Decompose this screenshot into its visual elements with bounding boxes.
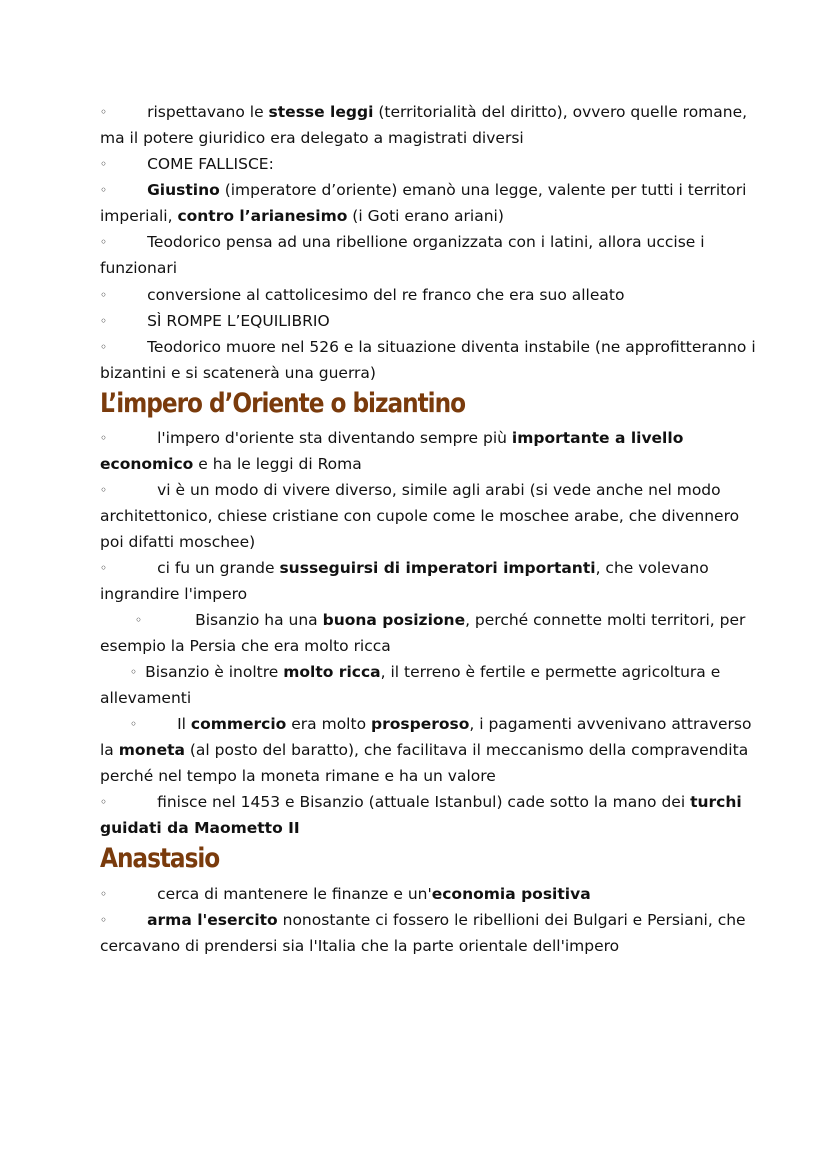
bold-text: moneta bbox=[118, 741, 185, 759]
bold-text: economia positiva bbox=[431, 885, 591, 903]
list-item bbox=[100, 282, 760, 308]
text-run: (territorialità del diritto), ovvero quelle romane, ma il potere giuridico era delegato a magistrati diversi bbox=[100, 103, 748, 147]
text-run: finisce nel 1453 e Bisanzio (attuale Istanbul) cade sotto la mano dei bbox=[157, 793, 691, 811]
list-item bbox=[100, 607, 760, 659]
list-item bbox=[100, 425, 760, 477]
text-run: , i pagamenti avvenivano attraverso la bbox=[100, 715, 752, 759]
bullet-icon: ◦ bbox=[100, 288, 108, 302]
bold-text: turchi guidati da Maometto II bbox=[100, 793, 742, 837]
bullet-icon: ◦ bbox=[100, 183, 108, 197]
list-item bbox=[100, 177, 760, 229]
text-run: (al posto del baratto), che facilitava il meccanismo della compravendita perché nel tempo la moneta rimane e ha un valore bbox=[100, 741, 749, 785]
bullet-icon: ◦ bbox=[100, 340, 108, 354]
text-run: vi è un modo di vivere diverso, simile agli arabi (si vede anche nel modo architettonico, chiese cristiane con cupole come le moschee arabe, che divennero poi difatti moschee) bbox=[100, 481, 740, 551]
bullet-icon: ◦ bbox=[130, 665, 138, 679]
bullet-icon: ◦ bbox=[100, 795, 108, 809]
text-run: ci fu un grande bbox=[157, 559, 280, 577]
text-run: Il bbox=[177, 715, 191, 733]
text-run: , perché connette molti territori, per esempio la Persia che era molto ricca bbox=[100, 611, 746, 655]
list-item bbox=[100, 334, 760, 386]
list-item bbox=[100, 881, 760, 907]
bullet-icon: ◦ bbox=[100, 561, 108, 575]
text-run: Teodorico pensa ad una ribellione organizzata con i latini, allora uccise i funzionari bbox=[100, 233, 705, 277]
heading-impero-oriente: L’impero d’Oriente o bizantino bbox=[100, 388, 466, 419]
heading-anastasio: Anastasio bbox=[100, 843, 220, 874]
list-item bbox=[100, 308, 760, 334]
bold-text: stesse leggi bbox=[268, 103, 374, 121]
list-item bbox=[100, 907, 760, 959]
text-run: Bisanzio ha una bbox=[195, 611, 323, 629]
list-item bbox=[100, 555, 760, 607]
bold-text: molto ricca bbox=[283, 663, 381, 681]
bold-text: buona posizione bbox=[322, 611, 466, 629]
text-run: conversione al cattolicesimo del re franco che era suo alleato bbox=[147, 286, 625, 304]
bullet-icon: ◦ bbox=[135, 613, 143, 627]
bold-text: contro l’arianesimo bbox=[177, 207, 348, 225]
bullet-icon: ◦ bbox=[100, 887, 108, 901]
bullet-icon: ◦ bbox=[100, 314, 108, 328]
bullet-icon: ◦ bbox=[100, 235, 108, 249]
text-run: , che volevano ingrandire l'impero bbox=[100, 559, 709, 603]
text-run: , il terreno è fertile e permette agricoltura e allevamenti bbox=[100, 663, 721, 707]
text-run: e ha le leggi di Roma bbox=[193, 455, 362, 473]
text-run: Teodorico muore nel 526 e la situazione diventa instabile (ne approfitteranno i bizantini e si scatenerà una guerra) bbox=[100, 338, 756, 382]
bullet-icon: ◦ bbox=[100, 483, 108, 497]
list-item bbox=[100, 229, 760, 281]
bullet-icon: ◦ bbox=[100, 105, 108, 119]
list-item bbox=[100, 659, 760, 711]
bold-text: susseguirsi di imperatori importanti bbox=[279, 559, 596, 577]
text-run: l'impero d'oriente sta diventando sempre più bbox=[157, 429, 512, 447]
text-run: nonostante ci fossero le ribellioni dei Bulgari e Persiani, che cercavano di prendersi sia l'Italia che la parte orientale dell'impero bbox=[100, 911, 746, 955]
bold-text: Giustino bbox=[147, 181, 220, 199]
text-run: (i Goti erano ariani) bbox=[347, 207, 504, 225]
text-run: COME FALLISCE: bbox=[147, 155, 274, 173]
list-item bbox=[100, 711, 760, 789]
bold-text: importante a livello economico bbox=[100, 429, 684, 473]
bullet-icon: ◦ bbox=[130, 717, 138, 731]
bullet-icon: ◦ bbox=[100, 431, 108, 445]
bullet-icon: ◦ bbox=[100, 913, 108, 927]
text-run: era molto bbox=[286, 715, 371, 733]
text-run: cerca di mantenere le finanze e un' bbox=[157, 885, 432, 903]
text-run: (imperatore d’oriente) emanò una legge, valente per tutti i territori imperiali, bbox=[100, 181, 747, 225]
list-item bbox=[100, 99, 760, 151]
text-run: Bisanzio è inoltre bbox=[145, 663, 284, 681]
bold-text: commercio bbox=[190, 715, 287, 733]
list-item bbox=[100, 477, 760, 555]
text-run: SÌ ROMPE L’EQUILIBRIO bbox=[147, 312, 330, 330]
list-item bbox=[100, 789, 760, 841]
bold-text: arma l'esercito bbox=[147, 911, 278, 929]
bullet-icon: ◦ bbox=[100, 157, 108, 171]
bold-text: prosperoso bbox=[370, 715, 470, 733]
list-item bbox=[100, 151, 760, 177]
text-run: rispettavano le bbox=[147, 103, 269, 121]
